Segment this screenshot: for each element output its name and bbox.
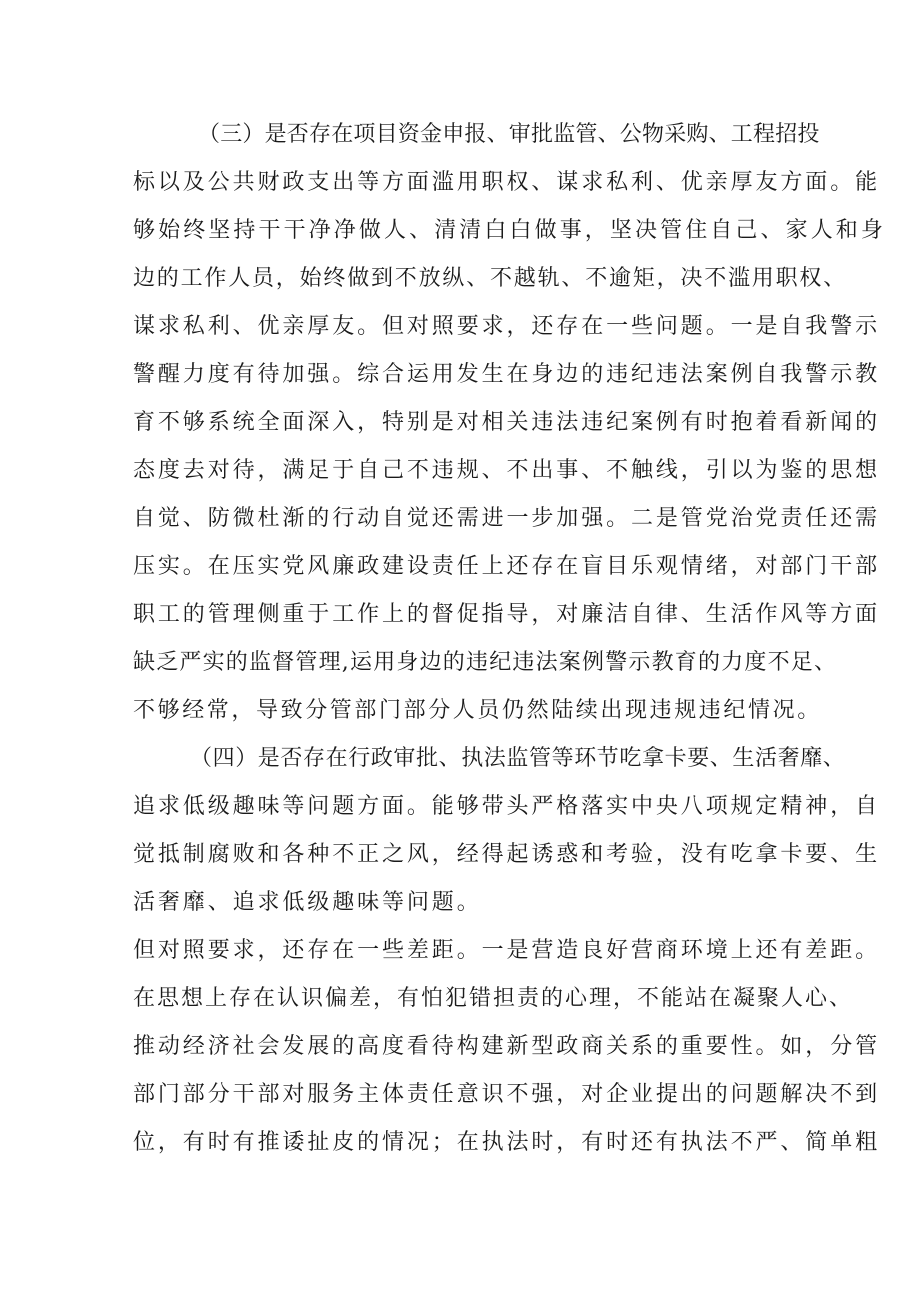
paragraph-5-line-3: 推动经济社会发展的高度看待构建新型政商关系的重要性。如，分管	[133, 1034, 881, 1059]
paragraph-3-line-2: 标以及公共财政支出等方面滥用职权、谋求私利、优亲厚友方面。能	[133, 170, 881, 195]
paragraph-5-line-2: 在思想上存在认识偏差，有怕犯错担责的心理，不能站在凝聚人心、	[133, 986, 854, 1011]
paragraph-4-line-3: 觉抵制腐败和各种不正之风，经得起诱惑和考验，没有吃拿卡要、生	[133, 842, 881, 867]
paragraph-3-line-13: 不够经常，导致分管部门部分人员仍然陆续出现违规违纪情况。	[133, 698, 822, 723]
paragraph-4-line-2: 追求低级趣味等问题方面。能够带头严格落实中央八项规定精神，自	[133, 794, 881, 819]
paragraph-5-line-5: 位，有时有推诿扯皮的情况；在执法时，有时还有执法不严、简单粗	[133, 1130, 881, 1155]
paragraph-3-line-11: 职工的管理侧重于工作上的督促指导，对廉洁自律、生活作风等方面	[133, 602, 881, 627]
paragraph-3-line-3: 够始终坚持干干净净做人、清清白白做事，坚决管住自己、家人和身	[133, 218, 887, 243]
paragraph-3-line-7: 育不够系统全面深入，特别是对相关违法违纪案例有时抱着看新闻的	[133, 410, 881, 435]
paragraph-3-line-1: （三）是否存在项目资金申报、审批监管、公物采购、工程招投	[198, 122, 820, 147]
paragraph-4-line-4: 活奢靡、追求低级趣味等问题。	[133, 890, 482, 915]
paragraph-3-line-5: 谋求私利、优亲厚友。但对照要求，还存在一些问题。一是自我警示	[133, 314, 881, 339]
paragraph-3-line-8: 态度去对待，满足于自己不违规、不出事、不触线，引以为鉴的思想	[133, 458, 881, 483]
paragraph-3-line-12: 缺乏严实的监督管理,运用身边的违纪违法案例警示教育的力度不足、	[133, 650, 838, 675]
paragraph-5-line-1: 但对照要求，还存在一些差距。一是营造良好营商环境上还有差距。	[133, 938, 881, 963]
paragraph-5-line-4: 部门部分干部对服务主体责任意识不强，对企业提出的问题解决不到	[133, 1082, 881, 1107]
paragraph-3-line-9: 自觉、防微杜渐的行动自觉还需进一步加强。二是管党治党责任还需	[133, 506, 881, 531]
paragraph-3-line-10: 压实。在压实党风廉政建设责任上还存在盲目乐观情绪，对部门干部	[133, 554, 881, 579]
paragraph-3-line-4: 边的工作人员，始终做到不放纵、不越轨、不逾矩，决不滥用职权、	[133, 266, 848, 291]
paragraph-3-line-6: 警醒力度有待加强。综合运用发生在身边的违纪违法案例自我警示教	[133, 362, 881, 387]
paragraph-4-line-1: （四）是否存在行政审批、执法监管等环节吃拿卡要、生活奢靡、	[190, 746, 846, 771]
